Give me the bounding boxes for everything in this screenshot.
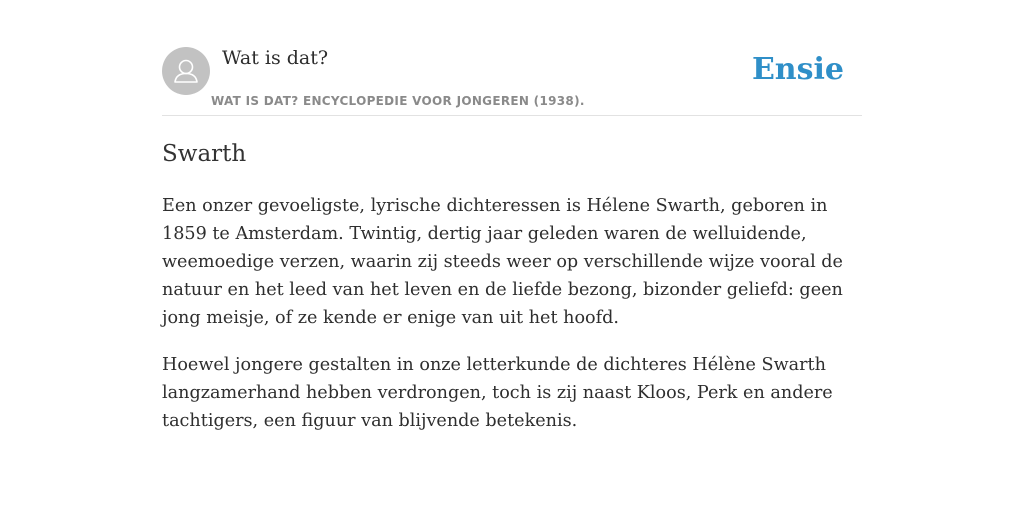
article-paragraph: Hoewel jongere gestalten in onze letterkunde de dichteres Hélène Swarth langzamerhand hebben verdrongen, toch is zij naast Kloos, Perk en andere tachtigers, een figuur van blijvende betekenis.: [162, 355, 833, 431]
article-paragraph: Een onzer gevoeligste, lyrische dichteressen is Hélene Swarth, geboren in 1859 te Amsterdam. Twintig, dertig jaar geleden waren de welluidende, weemoedige verzen, waarin zij steeds weer op verschillende wijze vooral de natuur en het leed van het leven en de liefde bezong, bizonder geliefd: geen jong meisje, of ze kende er enige van uit het hoofd.: [162, 196, 843, 328]
person-icon: [162, 47, 210, 95]
ensie-logo[interactable]: Ensie: [751, 52, 844, 87]
publication-header: [162, 40, 862, 116]
publication-subtitle[interactable]: WAT IS DAT? ENCYCLOPEDIE VOOR JONGEREN (1938).: [211, 94, 585, 108]
user-avatar-icon[interactable]: [162, 47, 210, 95]
article-title: Swarth: [162, 141, 247, 167]
publication-title[interactable]: Wat is dat?: [222, 47, 329, 69]
article-body: [162, 192, 864, 454]
